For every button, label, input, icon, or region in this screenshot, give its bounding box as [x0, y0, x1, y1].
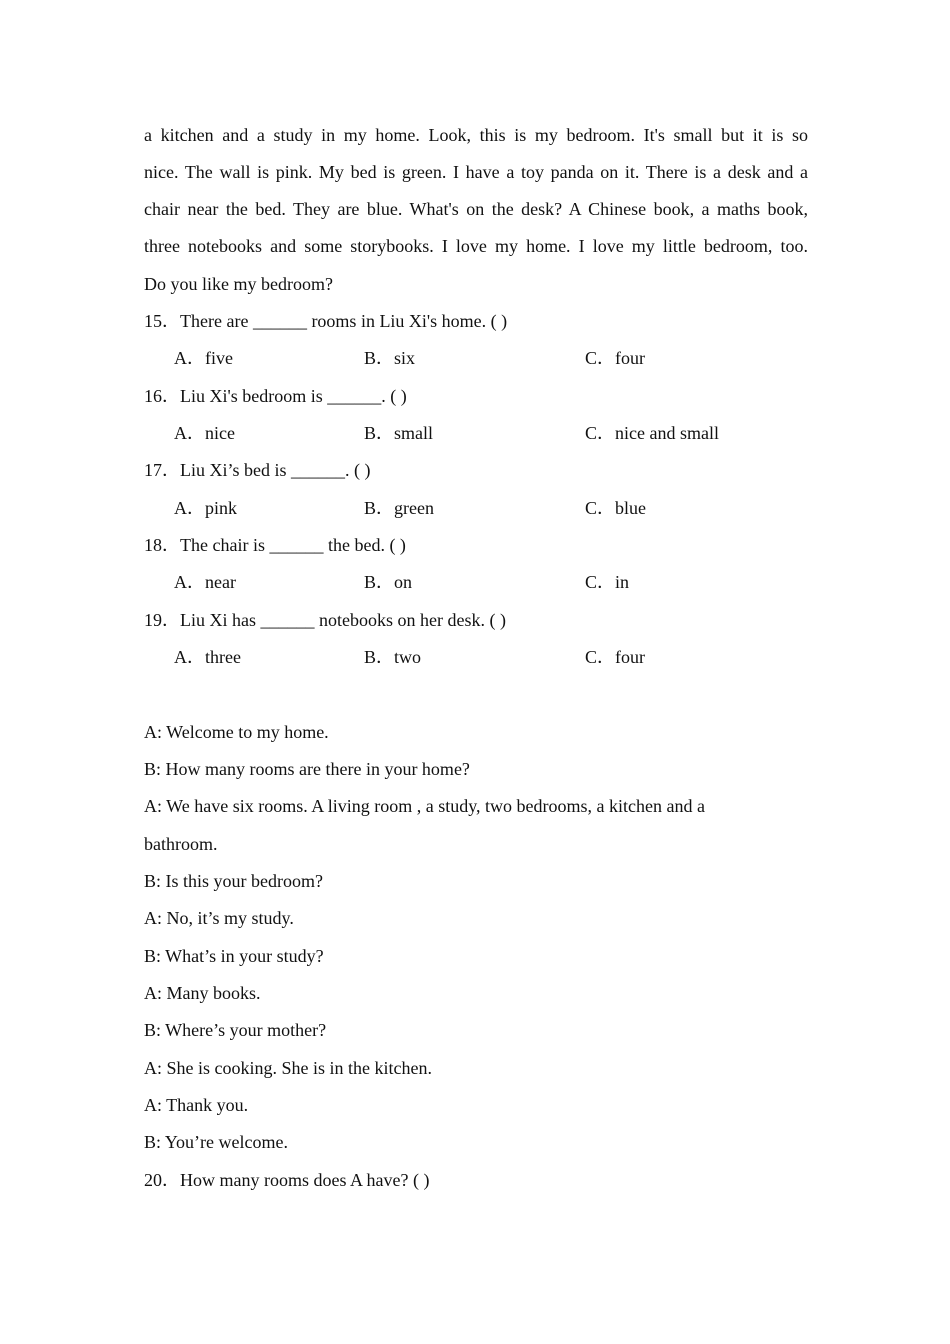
dialogue-line: B: How many rooms are there in your home?	[144, 759, 470, 779]
question-stem: 16．Liu Xi's bedroom is ______. ( )	[144, 386, 407, 406]
dialogue-line: B: Is this your bedroom?	[144, 871, 323, 891]
question-stem: 15．There are ______ rooms in Liu Xi's home. ( )	[144, 311, 508, 331]
option-c: C．nice and small	[585, 423, 719, 443]
option-c: C．blue	[585, 498, 646, 518]
dialogue-line: A: Many books.	[144, 983, 261, 1003]
option-b: B．green	[364, 498, 434, 518]
option-b: B．six	[364, 348, 416, 368]
option-a: A．nice	[174, 423, 235, 443]
dialogue-line: A: We have six rooms. A living room , a study, two bedrooms, a kitchen and a	[144, 796, 705, 816]
dialogue-line: B: What’s in your study?	[144, 946, 324, 966]
dialogue-line: B: You’re welcome.	[144, 1132, 288, 1152]
dialogue-line: A: Welcome to my home.	[144, 722, 329, 742]
option-c: C．in	[585, 572, 630, 592]
passage-line: Do you like my bedroom?	[144, 274, 333, 294]
option-a: A．pink	[174, 498, 237, 518]
option-b: B．on	[364, 572, 413, 592]
option-a: A．three	[174, 647, 241, 667]
dialogue-line: bathroom.	[144, 834, 218, 854]
question-stem: 17．Liu Xi’s bed is ______. ( )	[144, 460, 371, 480]
question-stem: 18．The chair is ______ the bed. ( )	[144, 535, 406, 555]
option-c: C．four	[585, 647, 645, 667]
question-stem: 19．Liu Xi has ______ notebooks on her desk. ( )	[144, 610, 506, 630]
question-stem: 20．How many rooms does A have? ( )	[144, 1170, 430, 1190]
dialogue-line: A: Thank you.	[144, 1095, 249, 1115]
dialogue-line: A: She is cooking. She is in the kitchen.	[144, 1058, 432, 1078]
option-a: A．five	[174, 348, 233, 368]
option-b: B．two	[364, 647, 422, 667]
passage-line: chair near the bed. They are blue. What's on the desk? A Chinese book, a maths book,	[144, 199, 808, 219]
passage-line: a kitchen and a study in my home. Look, this is my bedroom. It's small but it is so	[144, 125, 808, 145]
option-b: B．small	[364, 423, 434, 443]
passage-line: three notebooks and some storybooks. I love my home. I love my little bedroom, too.	[144, 236, 808, 256]
passage-line: nice. The wall is pink. My bed is green. I have a toy panda on it. There is a desk and a	[144, 162, 808, 182]
dialogue-line: B: Where’s your mother?	[144, 1020, 327, 1040]
option-a: A．near	[174, 572, 236, 592]
option-c: C．four	[585, 348, 645, 368]
dialogue-line: A: No, it’s my study.	[144, 908, 294, 928]
